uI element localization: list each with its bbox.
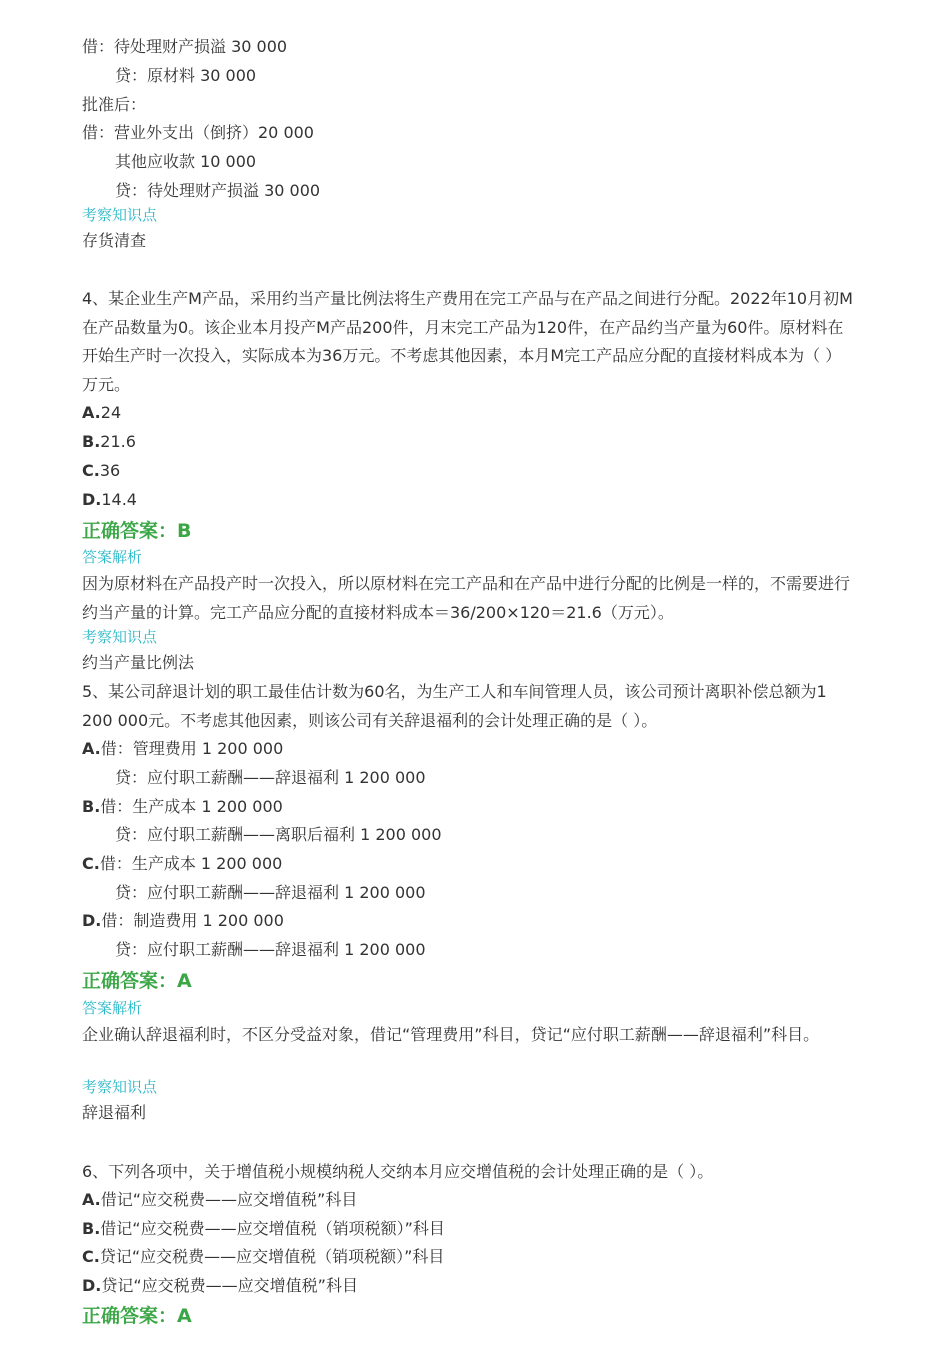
correct-answer: 正确答案：B [82, 520, 192, 542]
option-c: C.贷记“应交税费——应交增值税（销项税额）”科目 [82, 1247, 445, 1266]
journal-line: 批准后： [82, 95, 147, 114]
question-stem: 6、下列各项中，关于增值税小规模纳税人交纳本月应交增值税的会计处理正确的是（ ）。 [82, 1162, 714, 1181]
option-b: B.借：生产成本 1 200 000 [82, 797, 283, 816]
question-stem: 4、某企业生产M产品，采用约当产量比例法将生产费用在完工产品与在产品之间进行分配。2022年10月初M在产品数量为0。该企业本月投产M产品200件，月末完工产品为120件，在产品约当产量为60件。原材料在开始生产时一次投入，实际成本为36万元。不考虑其他因素，本月M完工产品应分配的直接材料成本为（ ）万元。 [82, 289, 853, 394]
option-a-credit: 贷：应付职工薪酬——辞退福利 1 200 000 [115, 768, 426, 787]
knowledge-point: 存货清查 [82, 231, 147, 250]
option-d-credit: 贷：应付职工薪酬——辞退福利 1 200 000 [115, 940, 426, 959]
journal-line: 借：待处理财产损溢 30 000 [82, 37, 288, 56]
question-stem: 5、某公司辞退计划的职工最佳估计数为60名，为生产工人和车间管理人员，该公司预计离职补偿总额为1 200 000元。不考虑其他因素，则该公司有关辞退福利的会计处理正确的是（ ）。 [82, 682, 827, 730]
correct-answer: 正确答案：A [82, 970, 192, 992]
option-b-credit: 贷：应付职工薪酬——离职后福利 1 200 000 [115, 825, 442, 844]
option-c: C.借：生产成本 1 200 000 [82, 854, 283, 873]
option-c-credit: 贷：应付职工薪酬——辞退福利 1 200 000 [115, 883, 426, 902]
journal-line: 贷：原材料 30 000 [115, 66, 257, 85]
knowledge-label: 考察知识点 [82, 1078, 158, 1096]
option-b: B.借记“应交税费——应交增值税（销项税额）”科目 [82, 1219, 445, 1238]
option-b: B.21.6 [82, 432, 136, 451]
option-c: C.36 [82, 461, 121, 480]
option-d: D.贷记“应交税费——应交增值税”科目 [82, 1276, 358, 1295]
journal-line: 借：营业外支出（倒挤）20 000 [82, 123, 314, 142]
option-a: A.借：管理费用 1 200 000 [82, 739, 284, 758]
analysis-text: 因为原材料在产品投产时一次投入，所以原材料在完工产品和在产品中进行分配的比例是一样的，不需要进行约当产量的计算。完工产品应分配的直接材料成本＝36/200×120＝21.6（万元）。 [82, 574, 851, 622]
option-a: A.借记“应交税费——应交增值税”科目 [82, 1190, 358, 1209]
analysis-label: 答案解析 [82, 999, 143, 1017]
option-a: A.24 [82, 403, 122, 422]
analysis-text: 企业确认辞退福利时，不区分受益对象，借记“管理费用”科目，贷记“应付职工薪酬——辞退福利”科目。 [82, 1025, 820, 1044]
knowledge-label: 考察知识点 [82, 628, 158, 646]
journal-line: 贷：待处理财产损溢 30 000 [115, 181, 321, 200]
option-d: D.借：制造费用 1 200 000 [82, 911, 284, 930]
journal-line: 其他应收款 10 000 [115, 152, 257, 171]
correct-answer: 正确答案：A [82, 1305, 192, 1327]
knowledge-label: 考察知识点 [82, 206, 158, 224]
option-d: D.14.4 [82, 490, 137, 509]
analysis-label: 答案解析 [82, 548, 143, 566]
knowledge-point: 辞退福利 [82, 1103, 147, 1122]
knowledge-point: 约当产量比例法 [82, 653, 195, 672]
